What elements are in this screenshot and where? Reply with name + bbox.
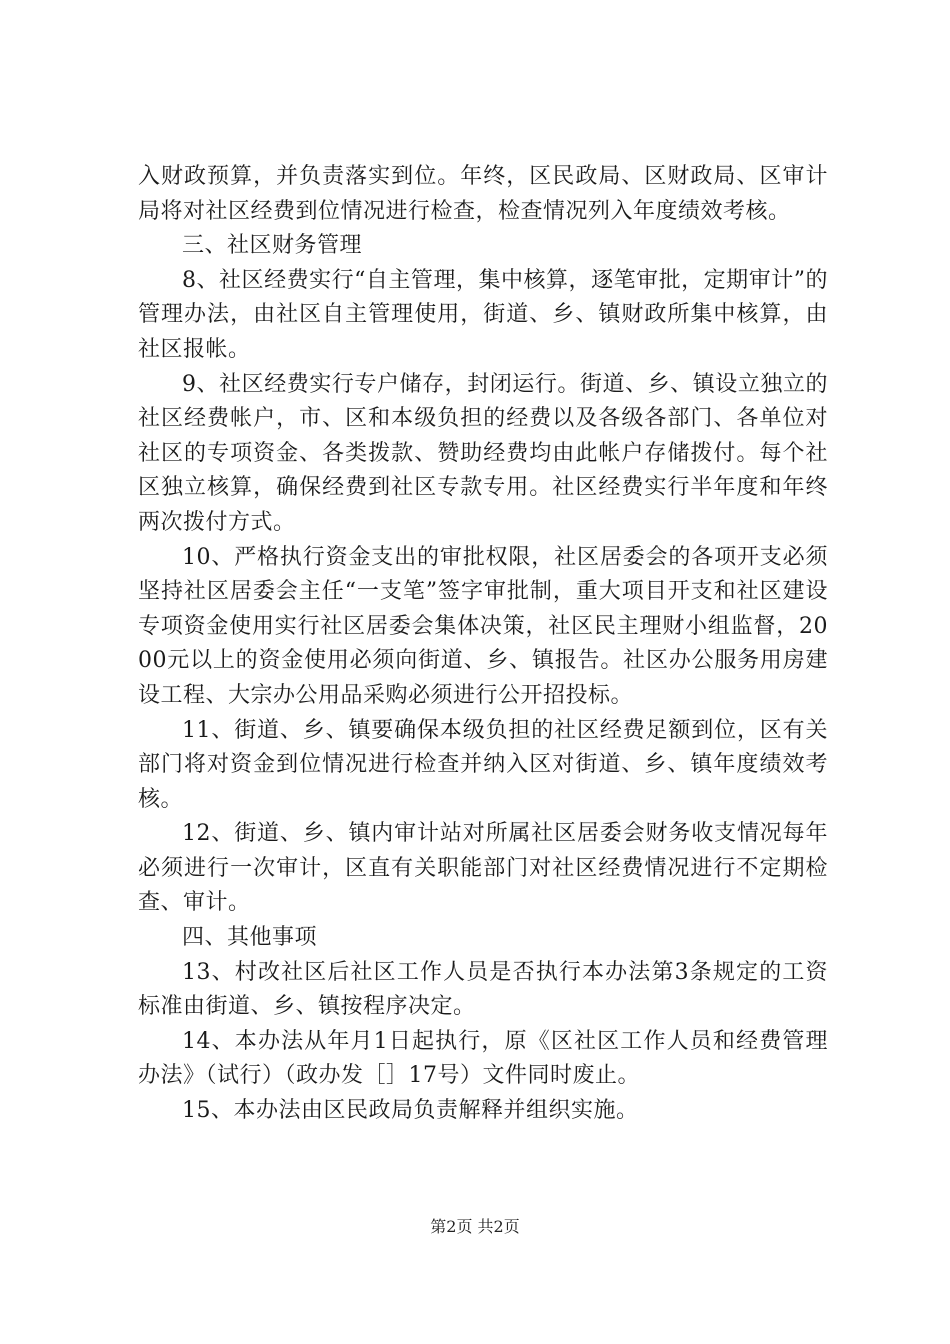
section-heading-other: 四、其他事项	[182, 925, 318, 951]
clause-9: 9、社区经费实行专户储存，封闭运行。街道、乡、镇设立独立的社区经费帐户，市、区和本级负担的经费以及各级各部门、各单位对社区的专项资金、各类拨款、赞助经费均由此帐户存储拨付。每个社区独立核算，确保经费到社区专款专用。社区经费实行半年度和年终两次拨付方式。	[138, 371, 828, 535]
document-body	[138, 160, 828, 1129]
clause-13: 13、村改社区后社区工作人员是否执行本办法第3条规定的工资标准由街道、乡、镇按程序决定。	[138, 959, 828, 1020]
page-number-footer: 第2页 共2页	[430, 1217, 520, 1236]
clause-14: 14、本办法从年月1日起执行，原《区社区工作人员和经费管理办法》（试行）（政办发［］17号）文件同时废止。	[138, 1028, 828, 1089]
clause-10: 10、严格执行资金支出的审批权限，社区居委会的各项开支必须坚持社区居委会主任“一支笔”签字审批制，重大项目开支和社区建设专项资金使用实行社区居委会集体决策，社区民主理财小组监督，2000元以上的资金使用必须向街道、乡、镇报告。社区办公服务用房建设工程、大宗办公用品采购必须进行公开招投标。	[138, 544, 828, 708]
paragraph-continuation: 入财政预算，并负责落实到位。年终，区民政局、区财政局、区审计局将对社区经费到位情况进行检查，检查情况列入年度绩效考核。	[138, 164, 828, 224]
clause-15: 15、本办法由区民政局负责解释并组织实施。	[182, 1098, 639, 1124]
section-heading-finance: 三、社区财务管理	[182, 233, 363, 259]
clause-8: 8、社区经费实行“自主管理，集中核算，逐笔审批，定期审计”的管理办法，由社区自主管理使用，街道、乡、镇财政所集中核算，由社区报帐。	[138, 267, 828, 362]
clause-11: 11、街道、乡、镇要确保本级负担的社区经费足额到位，区有关部门将对资金到位情况进行检查并纳入区对街道、乡、镇年度绩效考核。	[138, 717, 828, 812]
clause-12: 12、街道、乡、镇内审计站对所属社区居委会财务收支情况每年必须进行一次审计，区直有关职能部门对社区经费情况进行不定期检查、审计。	[138, 821, 828, 916]
